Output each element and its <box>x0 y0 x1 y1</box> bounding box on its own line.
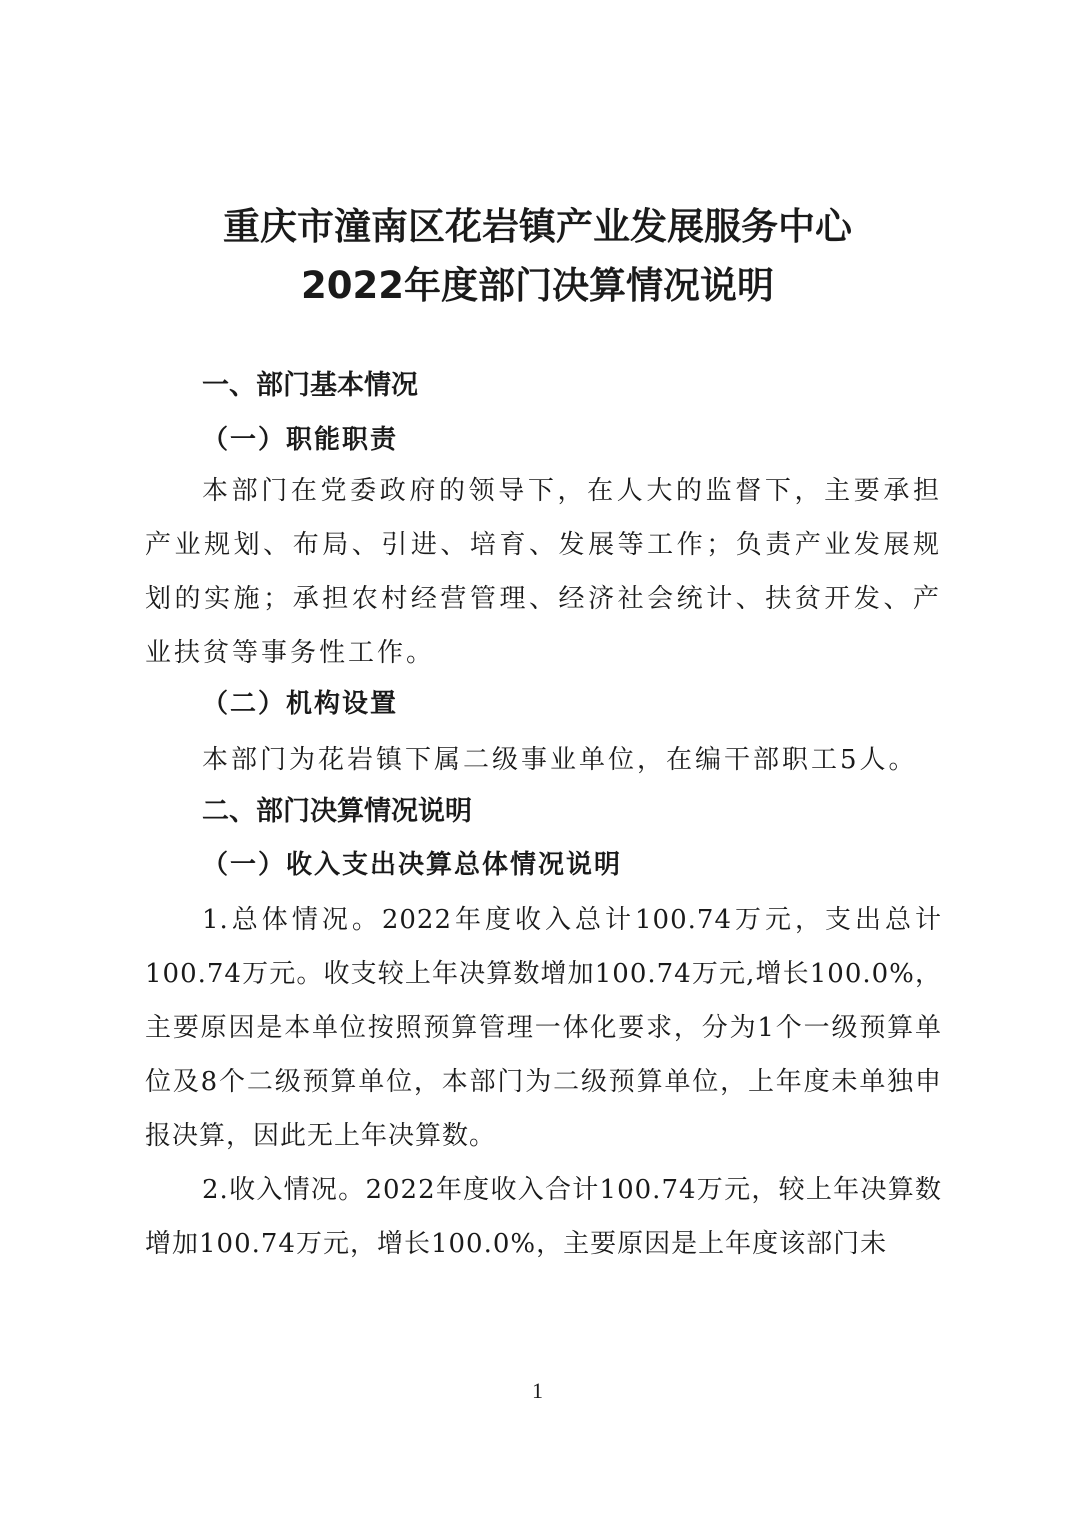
section2-heading: 二、部门决算情况说明 <box>202 796 472 827</box>
section1-sub1-text: 本部门在党委政府的领导下，在人大的监督下，主要承担产业规划、布局、引进、培育、发展等工作；负责产业发展规划的实施；承担农村经营管理、经济社会统计、扶贫开发、产业扶贫等事务性工作。 <box>145 476 942 668</box>
section1-heading: 一、部门基本情况 <box>202 370 418 401</box>
document-title-line2: 2022年度部门决算情况说明 <box>301 264 774 307</box>
page-number: 1 <box>532 1378 543 1403</box>
paragraph-income: 2.收入情况。2022年度收入合计100.74万元，较上年决算数增加100.74万元，增长100.0%，主要原因是上年度该部门未 <box>145 1175 942 1259</box>
document-title-line1: 重庆市潼南区花岩镇产业发展服务中心 <box>223 205 852 248</box>
section2-sub1-heading: （一）收入支出决算总体情况说明 <box>202 850 623 880</box>
section1-sub1-heading: （一）职能职责 <box>202 425 399 455</box>
section1-sub2-heading: （二）机构设置 <box>202 689 399 719</box>
paragraph-total: 1.总体情况。2022年度收入总计100.74万元，支出总计100.74万元。收支较上年决算数增加100.74万元,增长100.0%，主要原因是本单位按照预算管理一体化要求，分为1个一级预算单位及8个二级预算单位，本部门为二级预算单位，上年度未单独申报决算，因此无上年决算数。 <box>145 905 942 1151</box>
section1-sub2-text: 本部门为花岩镇下属二级事业单位，在编干部职工5人。 <box>202 745 918 775</box>
